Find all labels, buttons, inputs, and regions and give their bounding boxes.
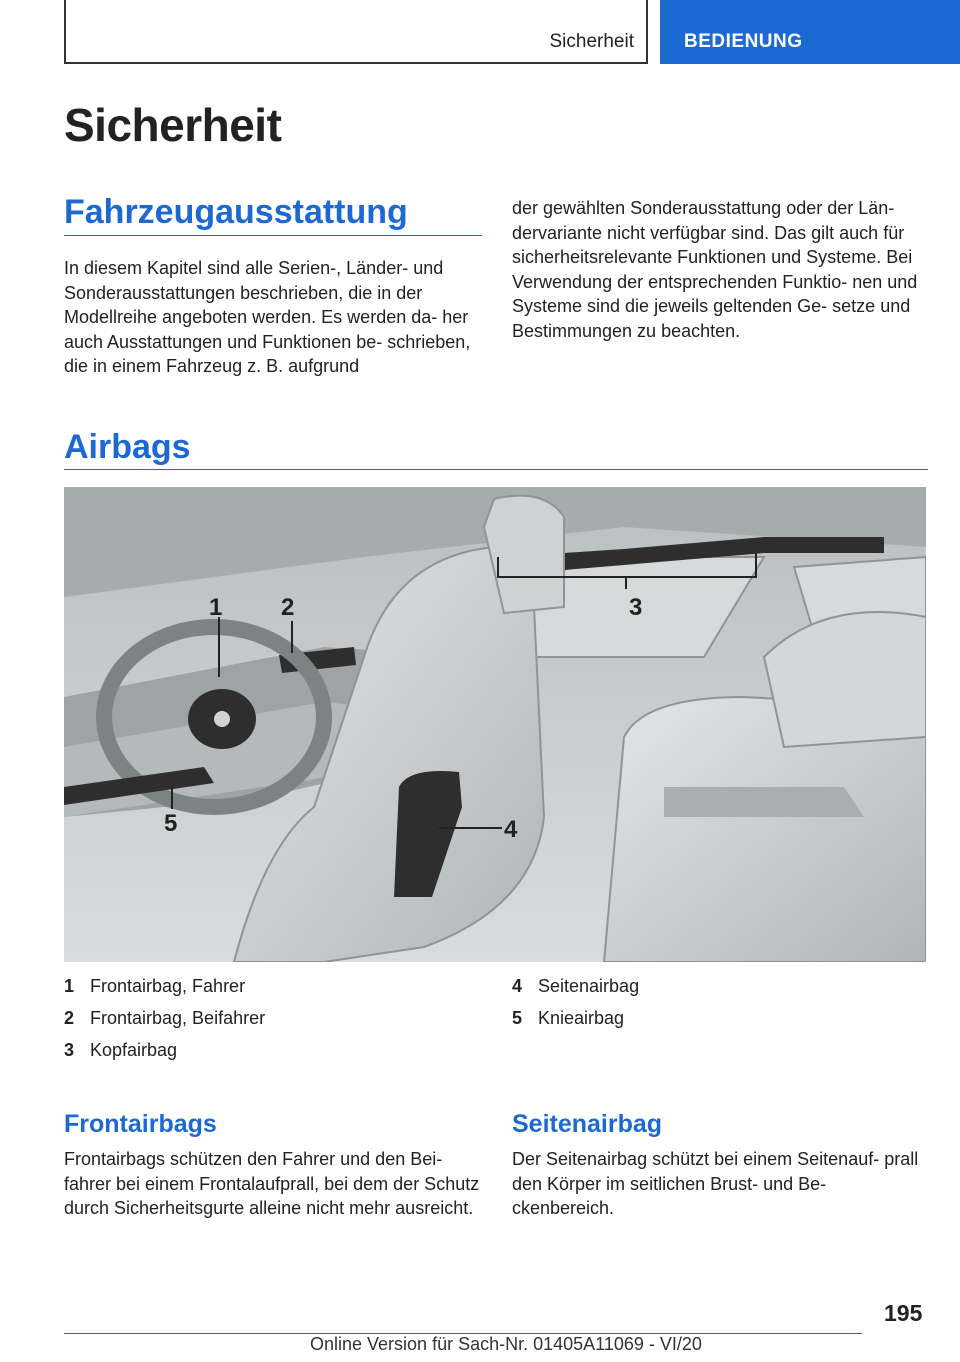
airbags-rule xyxy=(64,469,928,470)
legend-label: Seitenairbag xyxy=(538,976,640,996)
vehicle-equipment-paragraph-left: In diesem Kapitel sind alle Serien-, Länder- und Sonderausstattungen beschrieben, die in der Modellreihe angeboten werden. Es werden da- her auch Ausstattungen und Funktionen be- schrieben, die in einem Fahrzeug z. B. aufgrund xyxy=(64,258,471,376)
legend-item xyxy=(64,1040,177,1061)
legend-number: 5 xyxy=(512,1008,523,1028)
legend-label: Frontairbag, Beifahrer xyxy=(90,1008,266,1028)
side-airbag-heading: Seitenairbag xyxy=(512,1110,663,1138)
legend-label: Kopfairbag xyxy=(90,1040,178,1060)
callout-4: 4 xyxy=(504,816,518,843)
vehicle-equipment-heading: Fahrzeugausstattung xyxy=(64,193,408,231)
vehicle-equipment-rule xyxy=(64,235,482,236)
header-chapter-label: BEDIENUNG xyxy=(684,31,803,52)
header-section-tab xyxy=(64,0,648,64)
callout-1: 1 xyxy=(209,594,223,621)
legend-label: Knieairbag xyxy=(538,1008,625,1028)
legend-number: 1 xyxy=(64,976,75,996)
airbag-illustration xyxy=(64,487,926,962)
online-version-note: Online Version für Sach-Nr. 01405A11069 - VI/20 xyxy=(310,1334,702,1354)
legend-number: 2 xyxy=(64,1008,75,1028)
car-interior-drawing xyxy=(64,487,926,962)
page-number: 195 xyxy=(884,1300,923,1326)
header-chapter-tab xyxy=(660,0,960,64)
legend-item xyxy=(64,1008,265,1029)
page-title: Sicherheit xyxy=(64,99,282,151)
legend-item xyxy=(512,976,639,997)
front-airbags-text: Frontairbags schützen den Fahrer und den Bei- fahrer bei einem Frontalaufprall, bei dem der Schutz durch Sicherheitsgurte alleine nicht mehr ausreicht. xyxy=(64,1149,480,1218)
legend-number: 3 xyxy=(64,1040,75,1060)
header-section-label: Sicherheit xyxy=(549,31,634,52)
legend-label: Frontairbag, Fahrer xyxy=(90,976,246,996)
legend-number: 4 xyxy=(512,976,523,996)
legend-item xyxy=(512,1008,624,1029)
vehicle-equipment-paragraph-right: der gewählten Sonderausstattung oder der Län- dervariante nicht verfügbar sind. Das gilt auch für sicherheitsrelevante Funktionen und Systeme. Bei Verwendung der entsprechenden Funktio- nen und Systeme sind die jeweils geltenden Ge- setze und Bestimmungen zu beachten. xyxy=(512,198,918,341)
legend-item xyxy=(64,976,245,997)
callout-2: 2 xyxy=(281,594,295,621)
callout-5: 5 xyxy=(164,810,178,837)
front-airbags-heading: Frontairbags xyxy=(64,1110,217,1138)
callout-3: 3 xyxy=(629,594,643,621)
side-airbag-text: Der Seitenairbag schützt bei einem Seitenauf- prall den Körper im seitlichen Brust- und Be- ckenbereich. xyxy=(512,1149,919,1218)
airbags-heading: Airbags xyxy=(64,428,191,466)
